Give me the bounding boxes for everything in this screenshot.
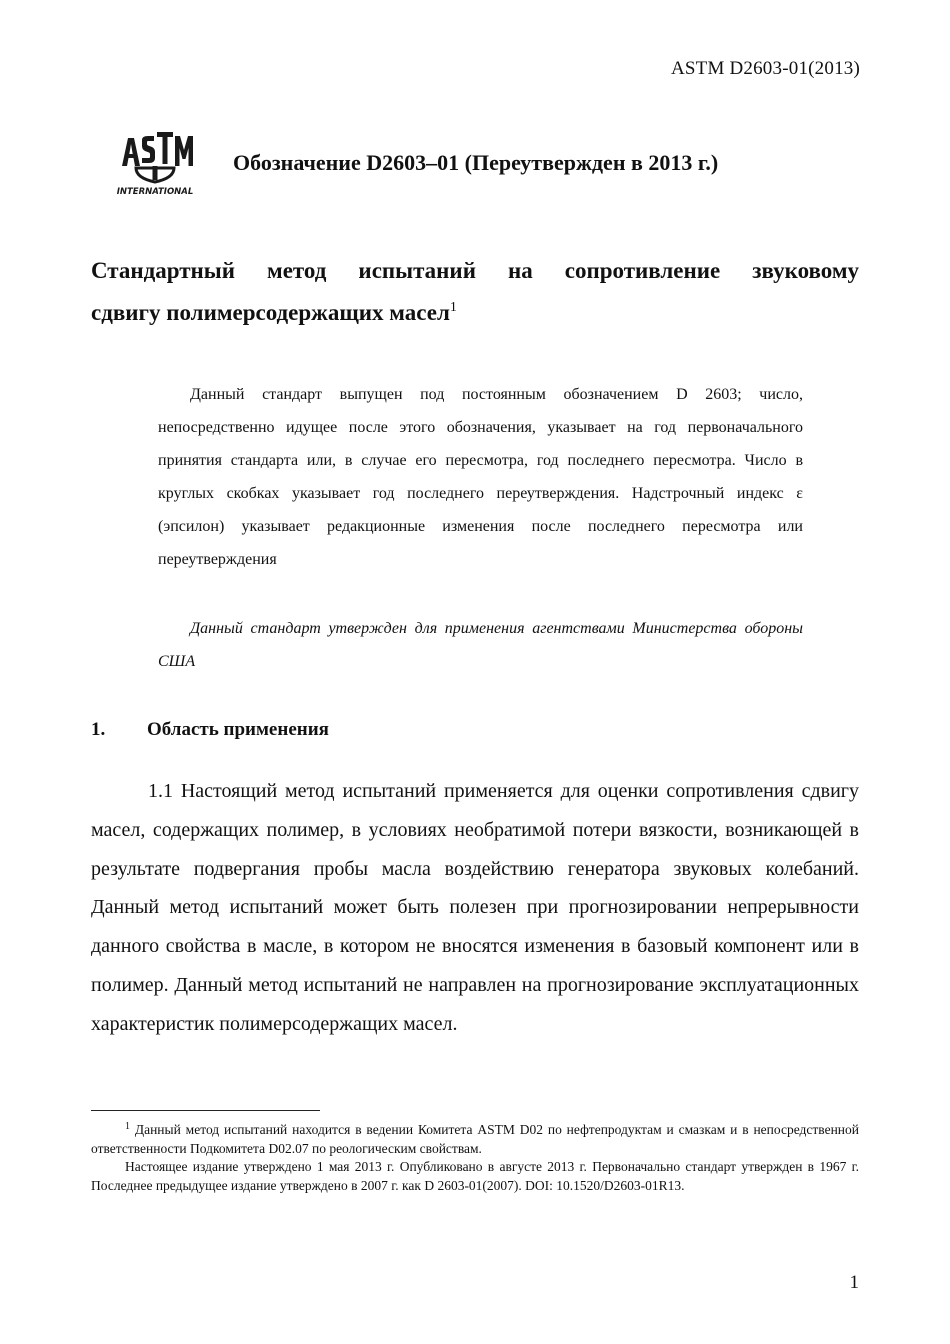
logo-caption: INTERNATIONAL bbox=[116, 187, 194, 197]
title-footnote-ref: 1 bbox=[449, 300, 457, 315]
footnote-2: Настоящее издание утверждено 1 мая 2013 г. Опубликовано в августе 2013 г. Первоначально стандарт утвержден в 1967 г. Последнее предыдущее издание утверждено в 2007 г. как D 2603-01(2007). DOI: 10.1520/D2603-01R13. bbox=[91, 1159, 859, 1193]
document-title bbox=[91, 250, 859, 334]
title-line-1: Стандартный метод испытаний на сопротивление звуковому bbox=[91, 258, 859, 283]
footnote-1-text: Данный метод испытаний находится в ведении Комитета ASTM D02 по нефтепродуктам и смазкам и в непосредственной ответственности Подкомитета D02.07 по реологическим свойствам. bbox=[91, 1122, 860, 1156]
footnote-separator bbox=[91, 1110, 320, 1111]
astm-logo bbox=[114, 128, 196, 198]
page-number: 1 bbox=[849, 1272, 859, 1293]
section-1-title: Область применения bbox=[147, 719, 329, 740]
document-code-header: ASTM D2603-01(2013) bbox=[670, 58, 860, 79]
section-1-number: 1. bbox=[91, 719, 106, 740]
approval-note: Данный стандарт утвержден для применения агентствами Министерства обороны США bbox=[158, 620, 803, 670]
paragraph-1-1: 1.1 Настоящий метод испытаний применяется для оценки сопротивления сдвигу масел, содержащих полимер, в условиях необратимой потери вязкости, возникающей в результате подвергания пробы масла воздействию генератора звуковых колебаний. Данный метод испытаний может быть полезен при прогнозировании непрерывности данного свойства в масле, в котором не вносятся изменения в базовый компонент или в полимер. Данный метод испытаний не направлен на прогнозирование эксплуатационных характеристик полимерсодержащих масел. bbox=[91, 780, 859, 1035]
footnote-marker: 1 bbox=[125, 1121, 130, 1132]
section-1-heading bbox=[91, 719, 329, 741]
designation-heading: Обозначение D2603–01 (Переутвержден в 2013 г.) bbox=[233, 150, 719, 175]
standard-designation-note: Данный стандарт выпущен под постоянным обозначением D 2603; число, непосредственно идущее после этого обозначения, указывает на год первоначального принятия стандарта или, в случае его пересмотра, год последнего пересмотра. Число в круглых скобках указывает год последнего переутверждения. Надстрочный индекс ε (эпсилон) указывает редакционные изменения после последнего пересмотра или переутверждения bbox=[158, 386, 803, 568]
footnote-1 bbox=[91, 1121, 859, 1158]
title-line-2: сдвигу полимерсодержащих масел bbox=[91, 300, 450, 325]
